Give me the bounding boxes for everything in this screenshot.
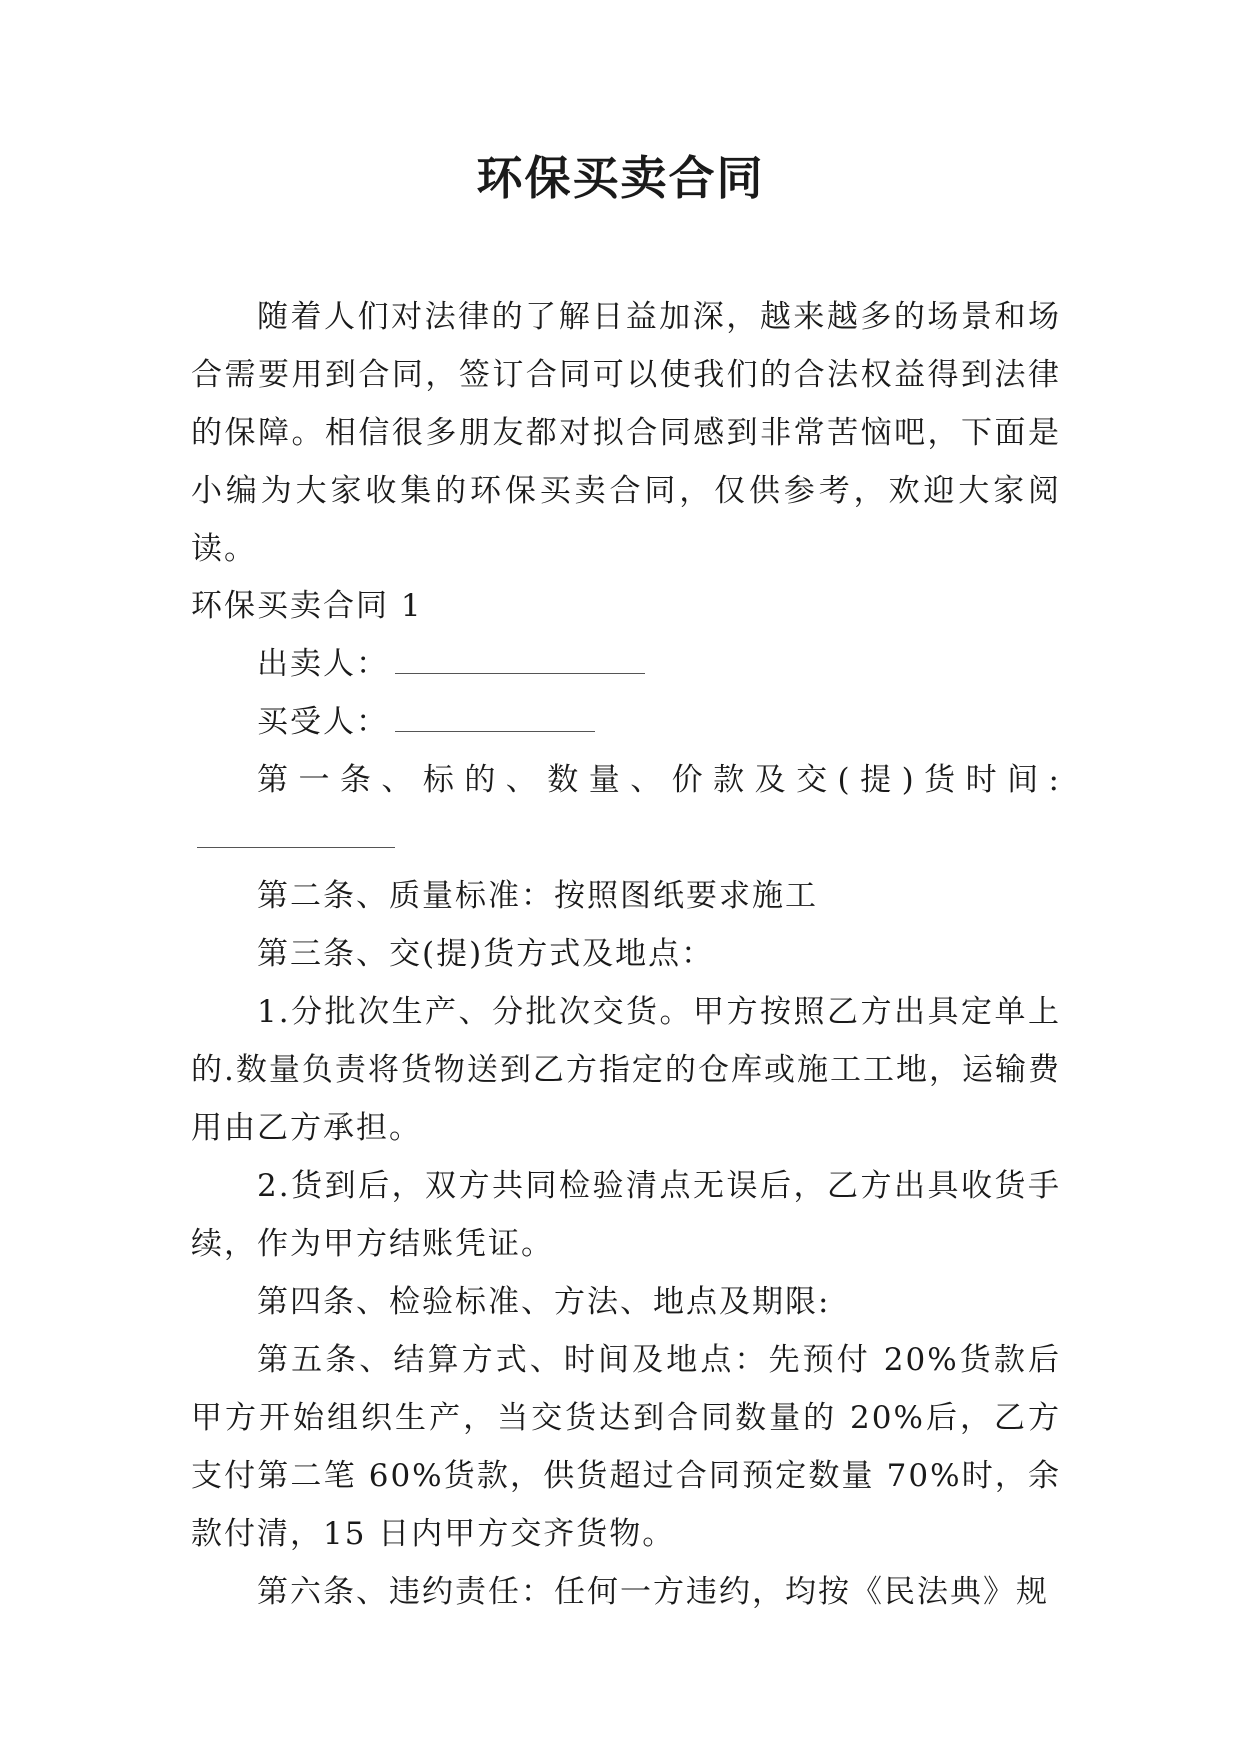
intro-section	[191, 288, 1061, 578]
article-3-item-2: 2.货到后，双方共同检验清点无误后，乙方出具收货手续，作为甲方结账凭证。	[191, 1168, 1061, 1262]
seller-label: 出卖人：	[257, 646, 389, 682]
contract-section	[191, 577, 1061, 1621]
seller-line	[191, 635, 1061, 693]
article-2: 第二条、质量标准：按照图纸要求施工	[257, 878, 818, 914]
buyer-label: 买受人：	[257, 704, 389, 740]
article-6: 第六条、违约责任：任何一方违约，均按《民法典》规	[257, 1574, 1049, 1610]
article-1-text: 第一条、标的、数量、价款及交(提)货时间:	[257, 762, 1061, 798]
article-1-blank	[197, 821, 395, 848]
article-3-item-1: 1.分批次生产、分批次交货。甲方按照乙方出具定单上的.数量负责将货物送到乙方指定的仓库或施工工地，运输费用由乙方承担。	[191, 994, 1061, 1146]
contract-heading: 环保买卖合同 1	[191, 588, 423, 624]
article-1	[191, 751, 1061, 867]
seller-blank	[395, 647, 645, 674]
article-3: 第三条、交(提)货方式及地点：	[257, 936, 715, 972]
buyer-blank	[395, 705, 595, 732]
intro-paragraph: 随着人们对法律的了解日益加深，越来越多的场景和场合需要用到合同，签订合同可以使我们的合法权益得到法律的保障。相信很多朋友都对拟合同感到非常苦恼吧，下面是小编为大家收集的环保买卖合同，仅供参考，欢迎大家阅读。	[191, 299, 1061, 567]
buyer-line	[191, 693, 1061, 751]
document-title: 环保买卖合同	[476, 151, 765, 205]
article-5: 第五条、结算方式、时间及地点：先预付 20%货款后甲方开始组织生产，当交货达到合同数量的 20%后，乙方支付第二笔 60%货款，供货超过合同预定数量 70%时，余款付清，15 日内甲方交齐货物。	[191, 1342, 1061, 1552]
article-4: 第四条、检验标准、方法、地点及期限:	[257, 1284, 831, 1320]
